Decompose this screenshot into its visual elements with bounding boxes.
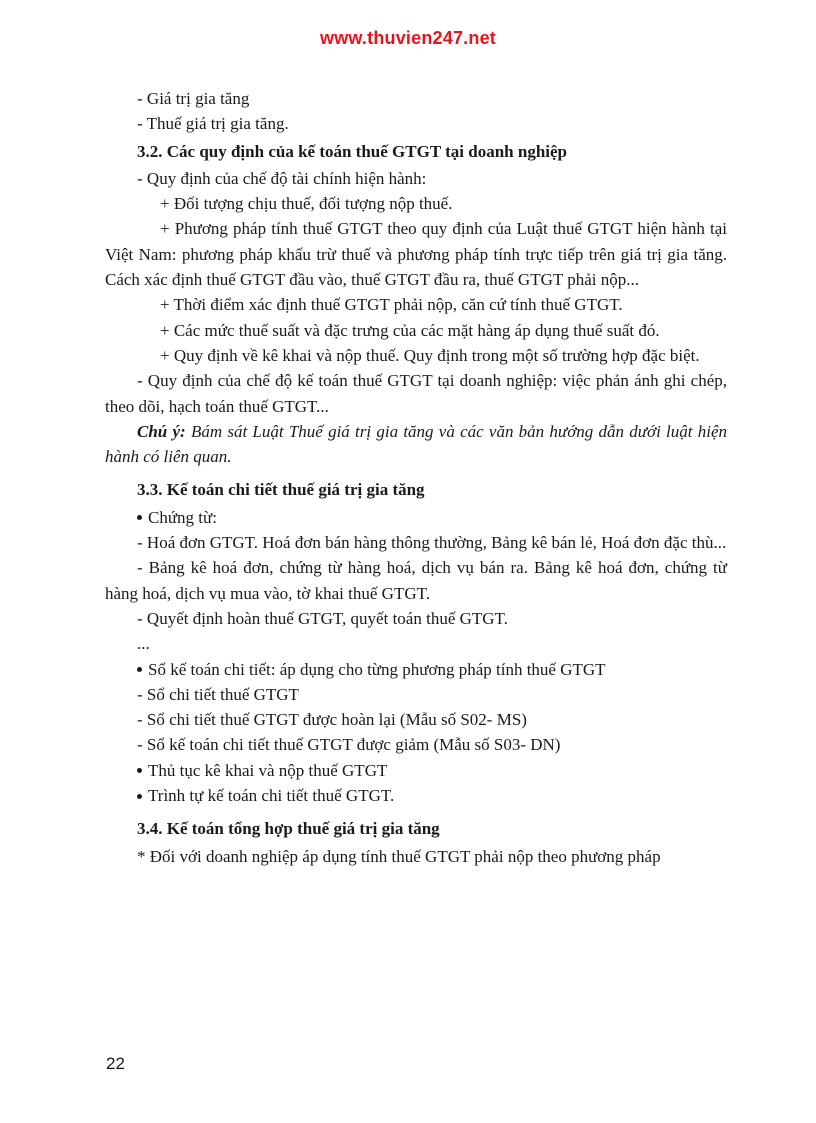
paragraph: + Quy định về kê khai và nộp thuế. Quy định trong một số trường hợp đặc biệt. [160,345,700,365]
bullet-item: Thủ tục kê khai và nộp thuế GTGT [137,761,387,780]
list-item: * Đối với doanh nghiệp áp dụng tính thuế GTGT phải nộp theo phương pháp [137,846,661,866]
paragraph: - Hoá đơn GTGT. Hoá đơn bán hàng thông thường, Bảng kê bán lẻ, Hoá đơn đặc thù... [137,533,727,553]
list-item: - Quyết định hoàn thuế GTGT, quyết toán thuế GTGT. [137,608,508,628]
bullet-item: Chứng từ: [137,508,217,527]
paragraph: - Quy định của chế độ kế toán thuế GTGT tại doanh nghiệp: việc phản ánh ghi chép, theo dõi, hạch toán thuế GTGT... [105,371,727,416]
list-item: - Sổ kế toán chi tiết thuế GTGT được giảm (Mẫu số S03- DN) [137,735,561,755]
page-body [105,86,727,869]
list-item: ... [137,634,150,654]
section-heading-3-3: 3.3. Kế toán chi tiết thuế giá trị gia tăng [137,480,425,500]
note-paragraph [105,419,727,470]
list-item: - Giá trị gia tăng [137,89,250,108]
watermark-url: www.thuvien247.net [320,28,496,48]
list-item: + Các mức thuế suất và đặc trưng của các mặt hàng áp dụng thuế suất đó. [160,320,660,340]
bullet-item: Trình tự kế toán chi tiết thuế GTGT. [137,786,394,805]
list-item: + Đối tượng chịu thuế, đối tượng nộp thuế. [160,194,453,214]
section-heading-3-4: 3.4. Kế toán tổng hợp thuế giá trị gia tăng [137,819,440,839]
paragraph: + Phương pháp tính thuế GTGT theo quy định của Luật thuế GTGT hiện hành tại Việt Nam: phương pháp khấu trừ thuế và phương pháp tính trực tiếp trên giá trị gia tăng. Cách xác định thuế GTGT đầu vào, thuế GTGT đầu ra, thuế GTGT phải nộp... [105,219,727,290]
list-item: + Thời điểm xác định thuế GTGT phải nộp, căn cứ tính thuế GTGT. [160,295,623,315]
list-item: - Thuế giá trị gia tăng. [137,114,289,134]
paragraph: - Bảng kê hoá đơn, chứng từ hàng hoá, dịch vụ bán ra. Bảng kê hoá đơn, chứng từ hàng hoá, dịch vụ mua vào, tờ khai thuế GTGT. [105,558,727,603]
bullet-item: Sổ kế toán chi tiết: áp dụng cho từng phương pháp tính thuế GTGT [137,660,606,679]
list-item: - Sổ chi tiết thuế GTGT được hoàn lại (Mẫu số S02- MS) [137,710,527,730]
note-label: Chú ý: [137,421,186,441]
page-number: 22 [106,1054,125,1073]
list-item: - Sổ chi tiết thuế GTGT [137,684,299,704]
note-text: Bám sát Luật Thuế giá trị gia tăng và các văn bản hướng dẫn dưới luật hiện hành có liên quan. [105,421,728,467]
list-item: - Quy định của chế độ tài chính hiện hành: [137,168,427,188]
section-heading-3-2: 3.2. Các quy định của kế toán thuế GTGT tại doanh nghiệp [137,141,567,161]
